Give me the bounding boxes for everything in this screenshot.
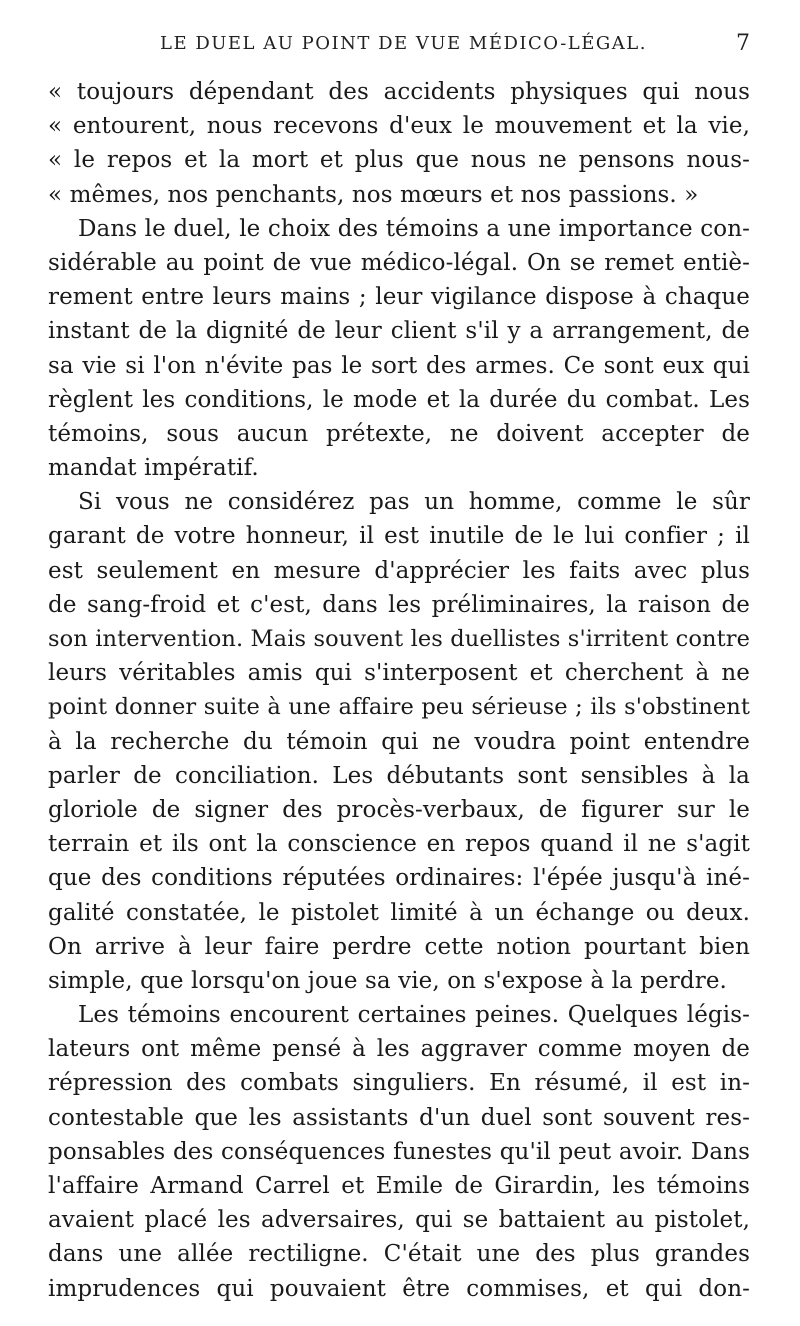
text-line: est seulement en mesure d'apprécier les faits avec plus bbox=[48, 557, 750, 584]
text-line: point donner suite à une affaire peu sérieuse ; ils s'obstinent bbox=[48, 694, 750, 721]
text-line: gloriole de signer des procès-verbaux, de figurer sur le bbox=[48, 796, 750, 823]
text-line: sidérable au point de vue médico-légal. On se remet entiè- bbox=[48, 249, 750, 276]
text-line: l'affaire Armand Carrel et Emile de Girardin, les témoins bbox=[48, 1173, 750, 1199]
text-line: parler de conciliation. Les débutants sont sensibles à la bbox=[48, 762, 750, 789]
running-title: LE DUEL AU POINT DE VUE MÉDICO-LÉGAL. bbox=[160, 33, 647, 54]
text-line: témoins, sous aucun prétexte, ne doivent accepter de bbox=[48, 420, 750, 447]
text-line: que des conditions réputées ordinaires: l'épée jusqu'à iné- bbox=[48, 865, 750, 892]
text-line: « toujours dépendant des accidents physiques qui nous bbox=[48, 79, 750, 105]
text-line: simple, que lorsqu'on joue sa vie, on s'expose à la perdre. bbox=[48, 967, 727, 994]
text-line: répression des combats singuliers. En résumé, il est in- bbox=[48, 1070, 750, 1097]
body-text bbox=[48, 75, 750, 1306]
text-line: « entourent, nous recevons d'eux le mouvement et la vie, bbox=[48, 113, 750, 140]
text-line: leurs véritables amis qui s'interposent et cherchent à ne bbox=[48, 660, 750, 687]
text-line: sa vie si l'on n'évite pas le sort des armes. Ce sont eux qui bbox=[48, 352, 750, 379]
text-line: instant de la dignité de leur client s'il y a arrangement, de bbox=[48, 318, 750, 345]
text-line: « le repos et la mort et plus que nous ne pensons nous- bbox=[48, 147, 750, 174]
text-line: Dans le duel, le choix des témoins a une importance con- bbox=[78, 215, 750, 242]
text-line: garant de votre honneur, il est inutile de le lui confier ; il bbox=[48, 523, 750, 550]
text-line: Les témoins encourent certaines peines. Quelques légis- bbox=[78, 1002, 750, 1029]
text-line: ponsables des conséquences funestes qu'il peut avoir. Dans bbox=[48, 1138, 750, 1165]
text-line: On arrive à leur faire perdre cette notion pourtant bien bbox=[48, 933, 750, 960]
text-line: lateurs ont même pensé à les aggraver comme moyen de bbox=[48, 1036, 750, 1063]
text-line: Si vous ne considérez pas un homme, comme le sûr bbox=[78, 489, 750, 516]
text-line: règlent les conditions, le mode et la durée du combat. Les bbox=[48, 386, 750, 413]
text-line: de sang-froid et c'est, dans les préliminaires, la raison de bbox=[48, 591, 750, 618]
text-line: mandat impératif. bbox=[48, 455, 259, 482]
text-line: « mêmes, nos penchants, nos mœurs et nos passions. » bbox=[48, 181, 699, 208]
page-header bbox=[60, 33, 750, 63]
text-line: terrain et ils ont la conscience en repos quand il ne s'agit bbox=[48, 831, 750, 858]
text-line: dans une allée rectiligne. C'était une des plus grandes bbox=[48, 1241, 750, 1268]
text-line: contestable que les assistants d'un duel sont souvent res- bbox=[48, 1104, 750, 1131]
text-line: à la recherche du témoin qui ne voudra point entendre bbox=[48, 728, 750, 755]
text-line: son intervention. Mais souvent les duellistes s'irritent contre bbox=[48, 626, 750, 652]
text-line: imprudences qui pouvaient être commises, et qui don- bbox=[48, 1275, 750, 1302]
text-line: galité constatée, le pistolet limité à un échange ou deux. bbox=[48, 899, 750, 926]
text-line: rement entre leurs mains ; leur vigilance dispose à chaque bbox=[48, 284, 750, 311]
page-number: 7 bbox=[736, 31, 750, 56]
text-line: avaient placé les adversaires, qui se battaient au pistolet, bbox=[48, 1207, 750, 1234]
